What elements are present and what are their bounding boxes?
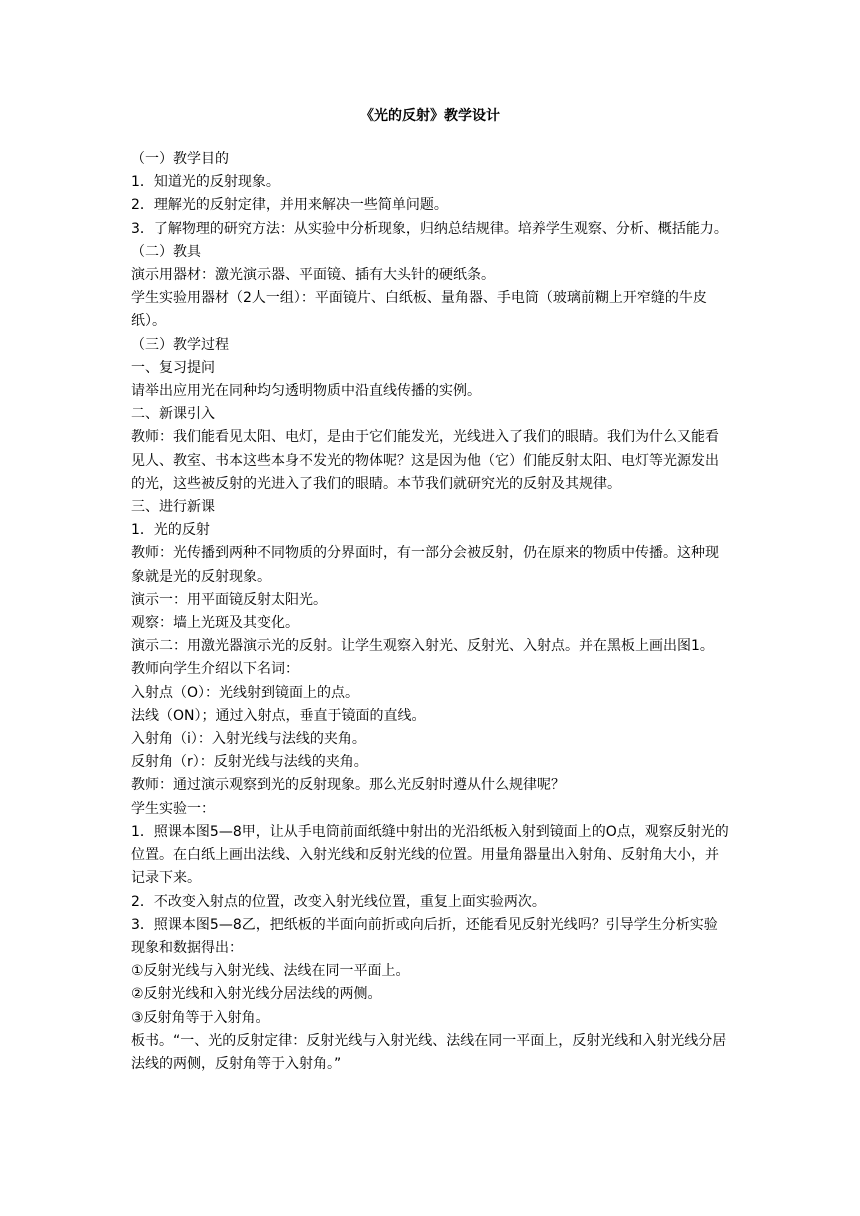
paragraph: 1．照课本图5—8甲，让从手电筒前面纸缝中射出的光沿纸板入射到镜面上的O点，观察反射光的位置。在白纸上画出法线、入射光线和反射光线的位置。用量角器量出入射角、反射角大小，并记录下来。 [131, 823, 729, 887]
paragraph: 演示二：用激光器演示光的反射。让学生观察入射光、反射光、入射点。并在黑板上画出图1。 [131, 638, 714, 655]
paragraph: 学生实验用器材（2人一组）：平面镜片、白纸板、量角器、手电筒（玻璃前糊上开窄缝的牛皮纸）。 [131, 290, 707, 330]
paragraph: 3．了解物理的研究方法：从实验中分析现象，归纳总结规律。培养学生观察、分析、概括能力。 [131, 220, 728, 237]
subsection-heading: 三、进行新课 [131, 499, 215, 516]
conclusion-item: ①反射光线与入射光线、法线在同一平面上。 [131, 963, 410, 980]
paragraph: 教师向学生介绍以下名词： [131, 661, 299, 678]
paragraph: 2．不改变入射点的位置，改变入射光线位置，重复上面实验两次。 [131, 893, 546, 910]
section-heading: （二）教具 [131, 243, 201, 260]
paragraph: 1．光的反射 [131, 522, 210, 539]
conclusion-item: ②反射光线和入射光线分居法线的两侧。 [131, 986, 382, 1003]
paragraph: 教师：通过演示观察到光的反射现象。那么光反射时遵从什么规律呢？ [131, 777, 565, 794]
definition-item: 入射点（O）：光线射到镜面上的点。 [131, 684, 360, 701]
paragraph: 请举出应用光在同种均匀透明物质中沿直线传播的实例。 [131, 383, 481, 400]
paragraph: 1．知道光的反射现象。 [131, 174, 280, 191]
paragraph: 教师：我们能看见太阳、电灯，是由于它们能发光，光线进入了我们的眼睛。我们为什么又能看见人、教室、书本这些本身不发光的物体呢？这是因为他（它）们能反射太阳、电灯等光源发出的光，这些被反射的光进入了我们的眼睛。本节我们就研究光的反射及其规律。 [131, 429, 719, 492]
document-body [131, 148, 731, 1076]
definition-item: 反射角（r）：反射光线与法线的夹角。 [131, 754, 368, 771]
section-heading: （一）教学目的 [131, 151, 229, 167]
paragraph: 教师：光传播到两种不同物质的分界面时，有一部分会被反射，仍在原来的物质中传播。这种现象就是光的反射现象。 [131, 545, 719, 585]
paragraph: 演示用器材：激光演示器、平面镜、插有大头针的硬纸条。 [131, 267, 495, 284]
paragraph: 3．照课本图5—8乙，把纸板的半面向前折或向后折，还能看见反射光线吗？引导学生分析实验现象和数据得出： [131, 916, 718, 956]
paragraph: 2．理解光的反射定律，并用来解决一些简单问题。 [131, 197, 448, 214]
definition-item: 入射角（i）：入射光线与法线的夹角。 [131, 731, 366, 748]
definition-item: 法线（ON）；通过入射点，垂直于镜面的直线。 [131, 707, 426, 724]
paragraph: 学生实验一： [131, 800, 215, 817]
paragraph: 演示一：用平面镜反射太阳光。 [131, 591, 327, 608]
subsection-heading: 一、复习提问 [131, 359, 215, 376]
conclusion-item: ③反射角等于入射角。 [131, 1009, 270, 1026]
document-title: 《光的反射》教学设计 [360, 108, 500, 124]
section-heading: （三）教学过程 [131, 336, 229, 353]
paragraph: 板书。“一、光的反射定律：反射光线与入射光线、法线在同一平面上，反射光线和入射光线分居法线的两侧，反射角等于入射角。” [131, 1032, 727, 1072]
subsection-heading: 二、新课引入 [131, 406, 215, 423]
paragraph: 观察：墙上光斑及其变化。 [131, 615, 299, 632]
